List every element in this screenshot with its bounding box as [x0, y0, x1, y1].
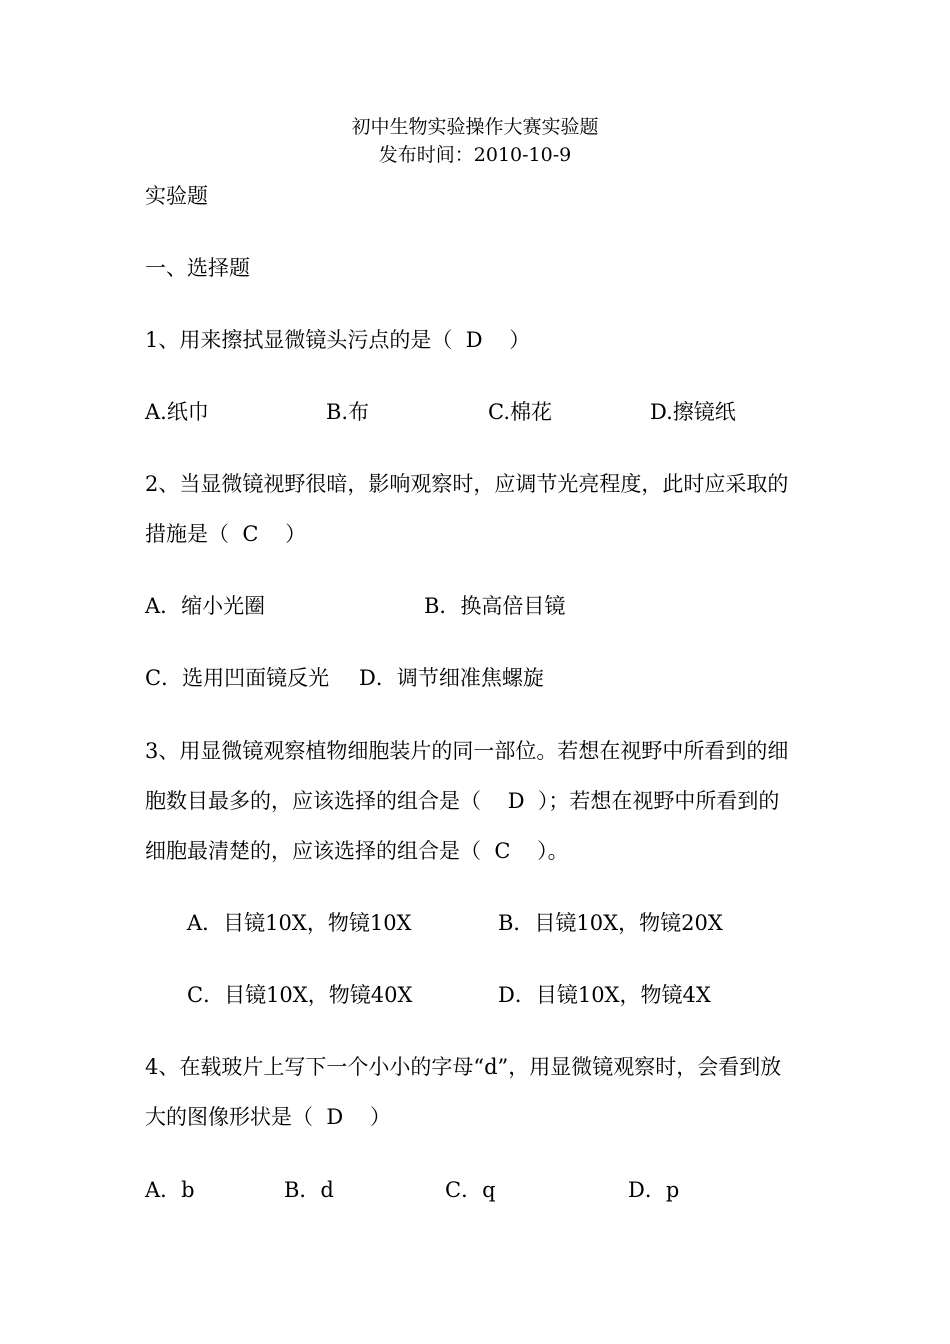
- question-1-option-b: B.布: [326, 400, 370, 424]
- part-label: 一、选择题: [145, 256, 250, 280]
- question-3-option-d: D．目镜10X，物镜4X: [498, 983, 711, 1007]
- publish-date: 发布时间：2010-10-9: [378, 144, 572, 166]
- question-2-stem-line-1: 2、当显微镜视野很暗，影响观察时，应调节光亮程度，此时应采取的: [145, 472, 789, 496]
- section-label: 实验题: [145, 184, 208, 208]
- question-3-option-a: A．目镜10X，物镜10X: [187, 911, 412, 935]
- question-4-option-c: C．q: [445, 1178, 496, 1202]
- question-2-option-d: D．调节细准焦螺旋: [359, 666, 544, 690]
- question-4-option-b: B．d: [284, 1178, 334, 1202]
- question-3-option-c: C．目镜10X，物镜40X: [187, 983, 413, 1007]
- question-3-stem-line-1: 3、用显微镜观察植物细胞装片的同一部位。若想在视野中所看到的细: [145, 739, 789, 763]
- question-2-option-c: C．选用凹面镜反光: [145, 666, 330, 690]
- question-1-option-c: C.棉花: [488, 400, 552, 424]
- question-4-stem-line-2: 大的图像形状是（ D ）: [145, 1105, 391, 1129]
- question-2-option-a: A．缩小光圈: [145, 594, 266, 618]
- document-title: 初中生物实验操作大赛实验题: [351, 116, 599, 138]
- question-4-option-d: D．p: [628, 1178, 680, 1202]
- question-1-stem: 1、用来擦拭显微镜头污点的是（ D ）: [145, 328, 531, 352]
- question-3-option-b: B．目镜10X，物镜20X: [498, 911, 723, 935]
- question-4-stem-line-1: 4、在载玻片上写下一个小小的字母“d”，用显微镜观察时，会看到放: [145, 1055, 782, 1079]
- question-2-option-b: B．换高倍目镜: [424, 594, 566, 618]
- question-2-stem-line-2: 措施是（ C ）: [145, 522, 307, 546]
- question-1-option-d: D.擦镜纸: [650, 400, 736, 424]
- question-1-option-a: A.纸巾: [145, 400, 209, 424]
- question-3-stem-line-2: 胞数目最多的，应该选择的组合是（ D ）；若想在视野中所看到的: [145, 789, 780, 813]
- question-3-stem-line-3: 细胞最清楚的，应该选择的组合是（ C ）。: [145, 839, 569, 863]
- question-4-option-a: A．b: [145, 1178, 195, 1202]
